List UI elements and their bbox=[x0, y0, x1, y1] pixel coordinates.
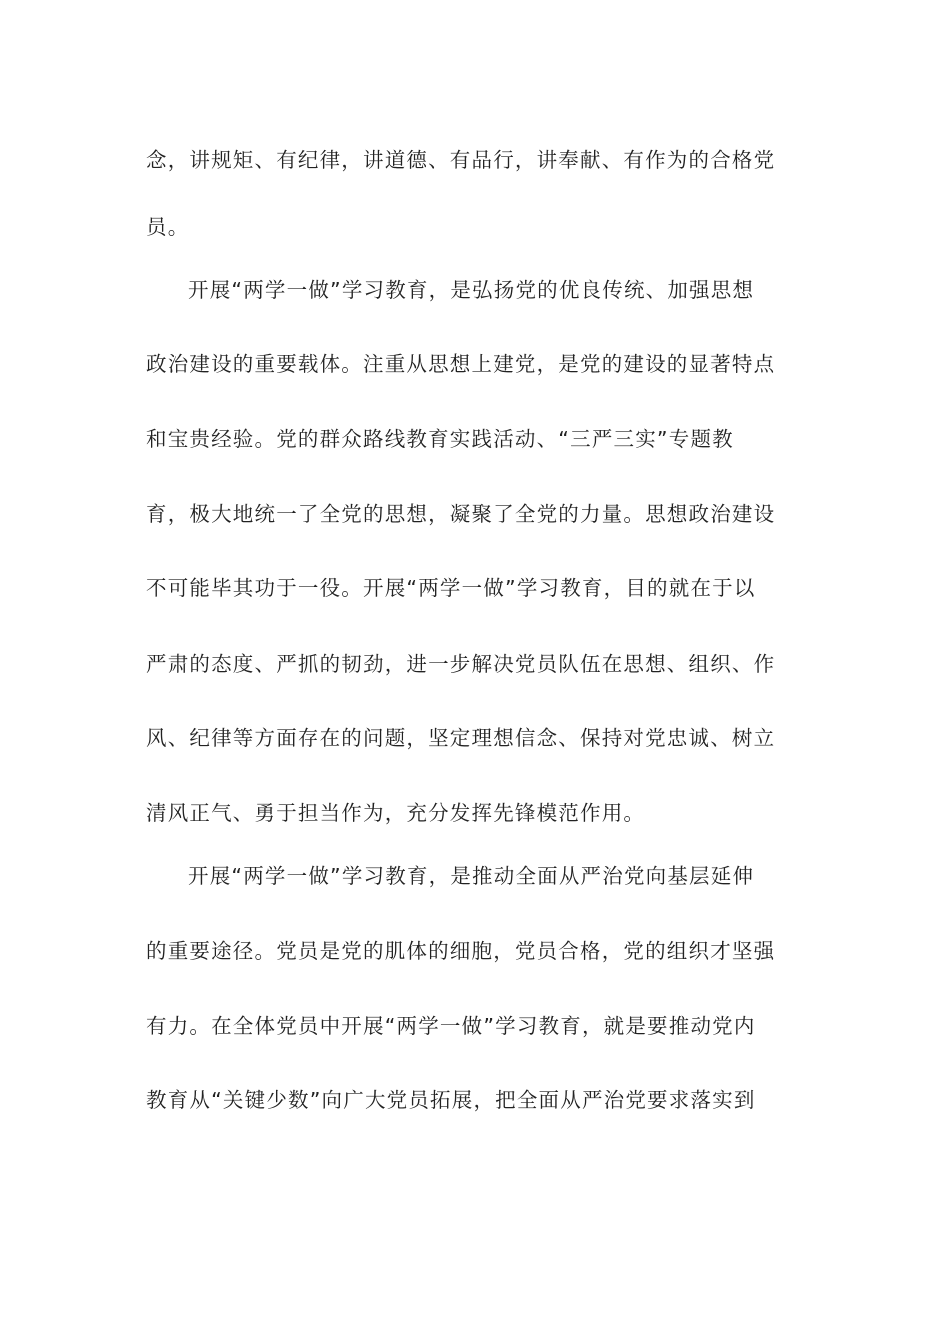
paragraph-first-line: 开展“两学一做”学习教育，是推动全面从严治党向基层延伸 bbox=[188, 864, 755, 888]
text-line: 员。 bbox=[146, 215, 190, 239]
text-line: 有力。在全体党员中开展“两学一做”学习教育，就是要推动党内 bbox=[146, 1014, 756, 1038]
paragraph-first-line: 开展“两学一做”学习教育，是弘扬党的优良传统、加强思想 bbox=[188, 278, 755, 302]
text-line: 不可能毕其功于一役。开展“两学一做”学习教育，目的就在于以 bbox=[146, 576, 756, 600]
text-line: 风、纪律等方面存在的问题，坚定理想信念、保持对党忠诚、树立 bbox=[146, 726, 776, 750]
text-line: 政治建设的重要载体。注重从思想上建党，是党的建设的显著特点 bbox=[146, 352, 776, 376]
text-line: 教育从“关键少数”向广大党员拓展，把全面从严治党要求落实到 bbox=[146, 1088, 756, 1112]
text-line: 和宝贵经验。党的群众路线教育实践活动、“三严三实”专题教 bbox=[146, 427, 734, 451]
text-line: 清风正气、勇于担当作为，充分发挥先锋模范作用。 bbox=[146, 801, 646, 825]
text-line: 育，极大地统一了全党的思想，凝聚了全党的力量。思想政治建设 bbox=[146, 502, 776, 526]
text-line: 严肃的态度、严抓的韧劲，进一步解决党员队伍在思想、组织、作 bbox=[146, 652, 776, 676]
text-line: 的重要途径。党员是党的肌体的细胞，党员合格，党的组织才坚强 bbox=[146, 939, 776, 963]
text-line: 念，讲规矩、有纪律，讲道德、有品行，讲奉献、有作为的合格党 bbox=[146, 148, 776, 172]
